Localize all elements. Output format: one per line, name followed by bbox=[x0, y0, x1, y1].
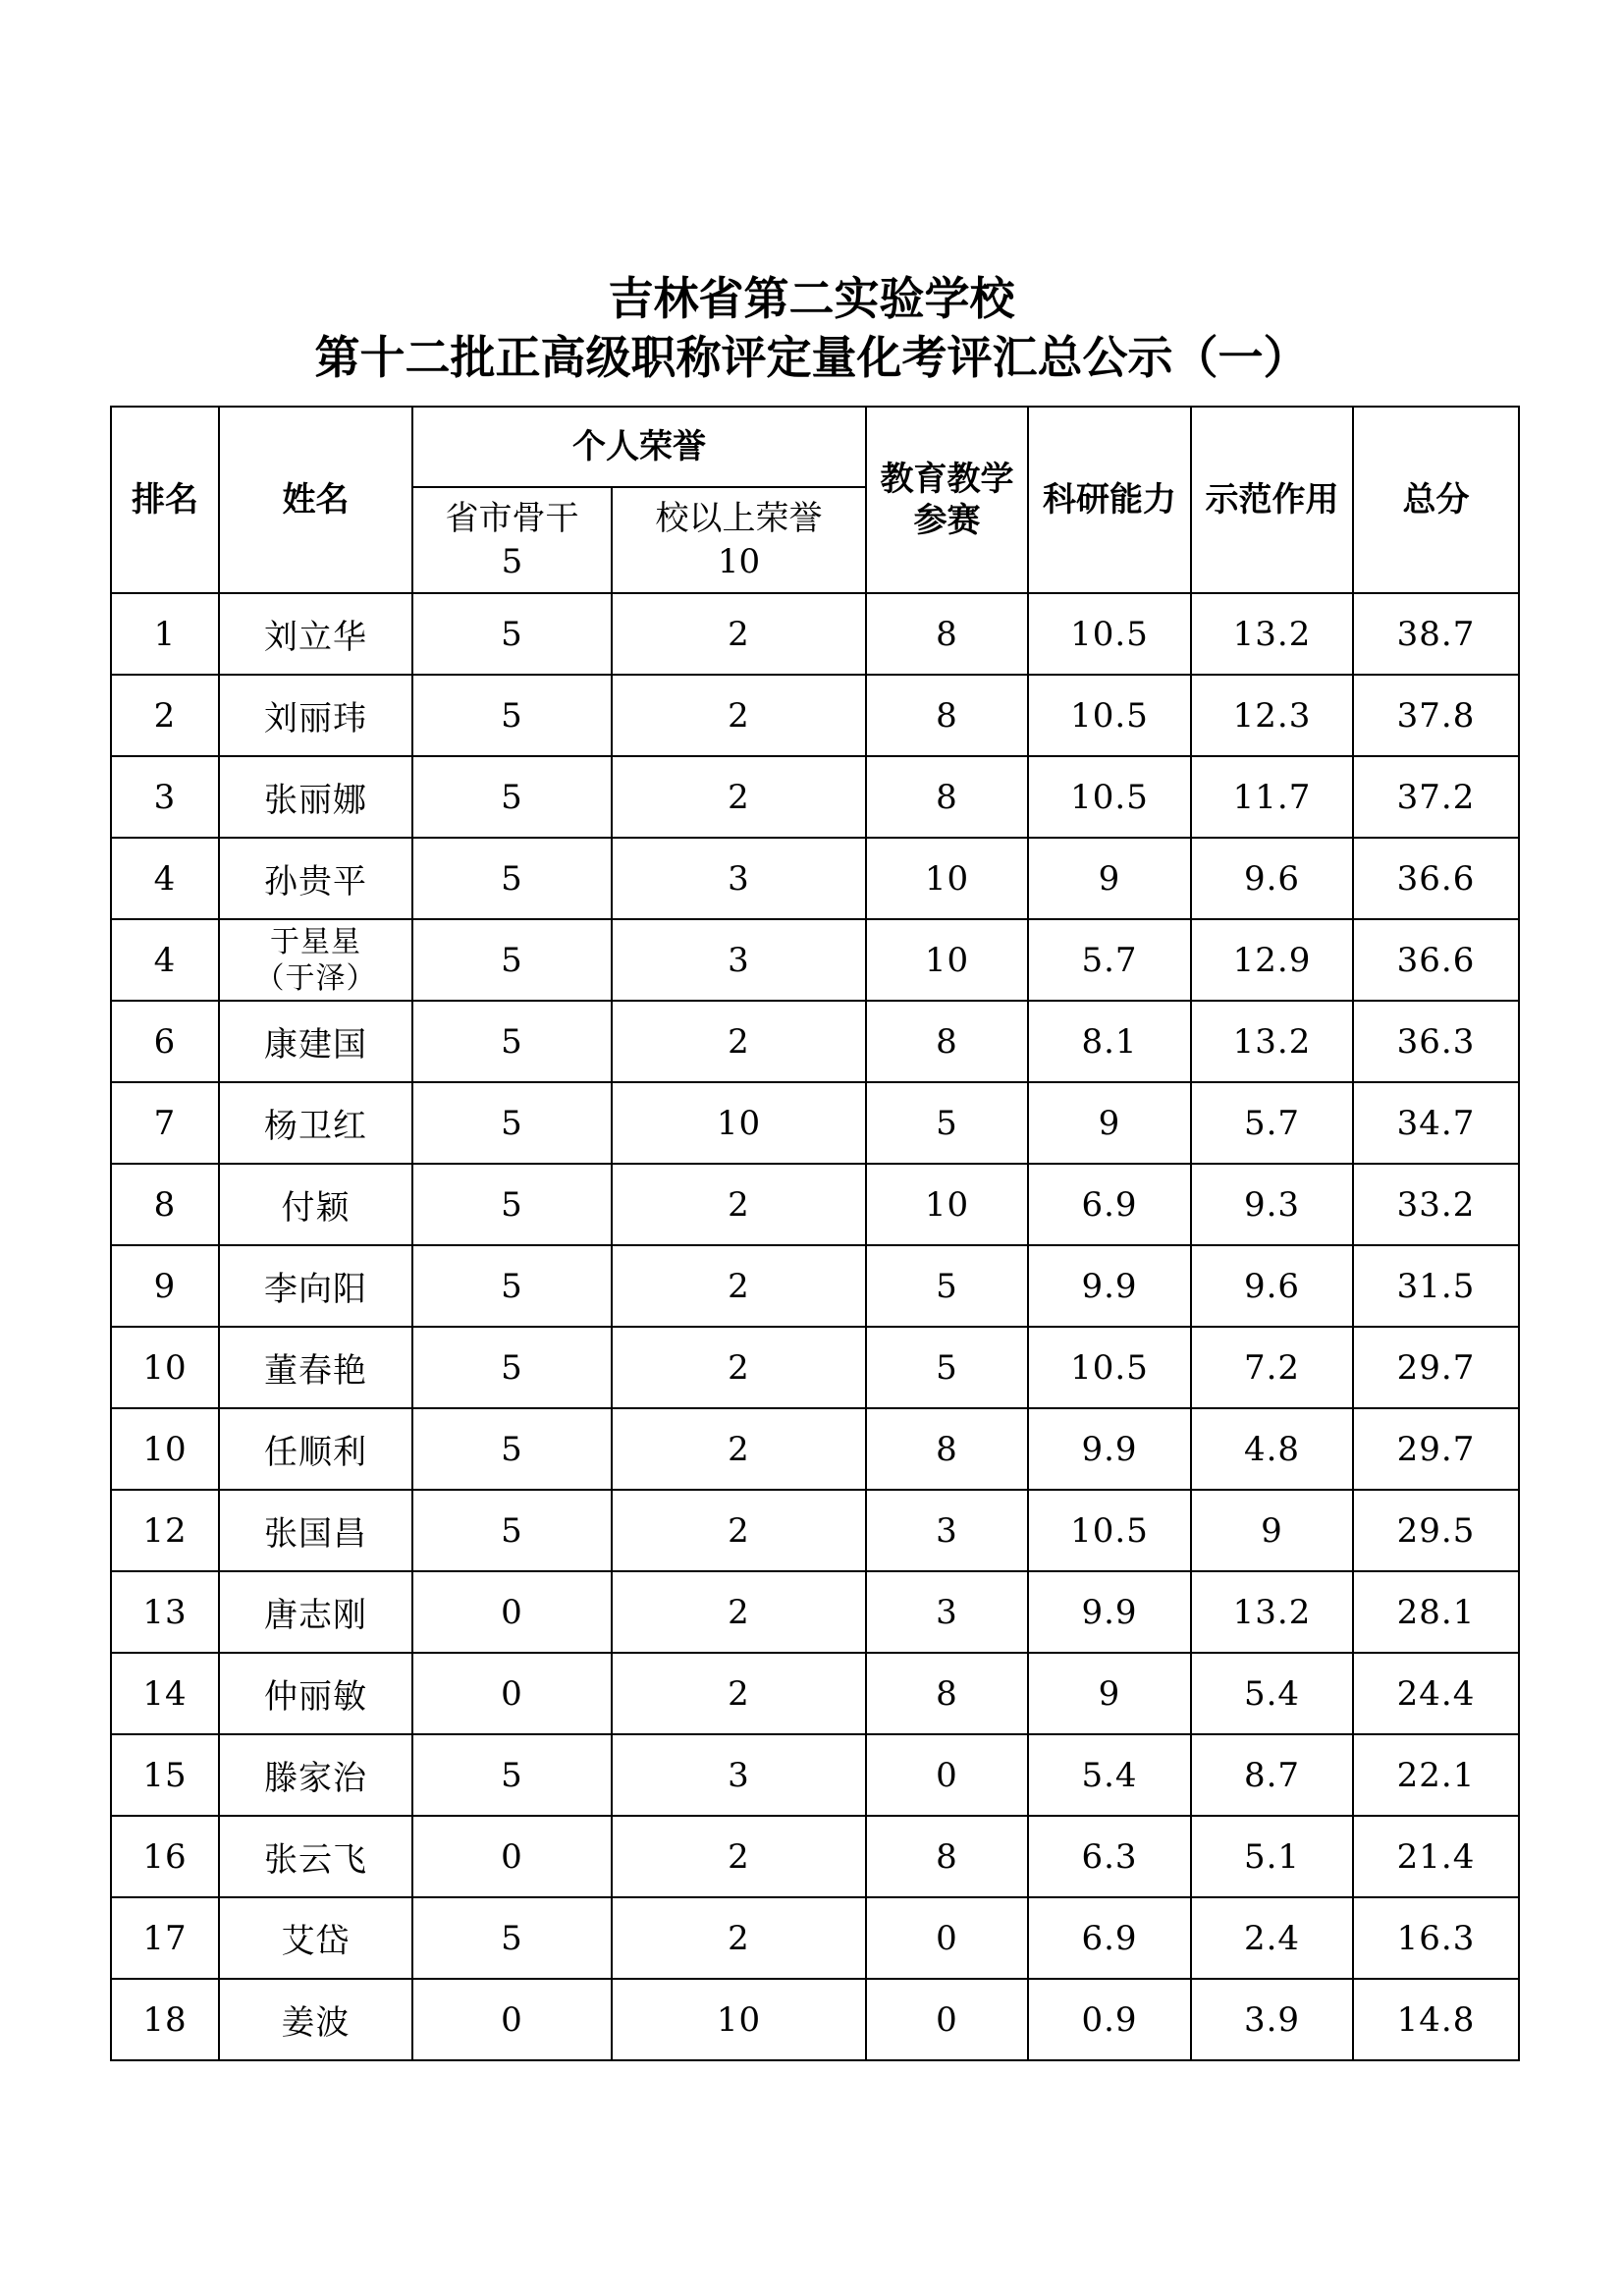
cell-total: 14.8 bbox=[1353, 1979, 1519, 2060]
table-row bbox=[111, 1897, 1519, 1979]
cell-name: 孙贵平 bbox=[219, 838, 412, 919]
cell-school-honor: 2 bbox=[612, 1164, 866, 1245]
cell-name: 刘丽玮 bbox=[219, 675, 412, 756]
cell-demonstration: 4.8 bbox=[1191, 1408, 1353, 1490]
cell-research: 10.5 bbox=[1028, 1490, 1191, 1571]
table-row bbox=[111, 1979, 1519, 2060]
cell-rank: 7 bbox=[111, 1082, 219, 1164]
cell-name: 康建国 bbox=[219, 1001, 412, 1082]
cell-total: 36.3 bbox=[1353, 1001, 1519, 1082]
cell-provincial-backbone: 5 bbox=[412, 1245, 612, 1327]
cell-demonstration: 12.9 bbox=[1191, 919, 1353, 1001]
cell-teaching-competition: 8 bbox=[866, 1408, 1028, 1490]
table-row bbox=[111, 593, 1519, 675]
cell-teaching-competition: 0 bbox=[866, 1979, 1028, 2060]
cell-teaching-competition: 5 bbox=[866, 1327, 1028, 1408]
table-row bbox=[111, 1164, 1519, 1245]
cell-total: 36.6 bbox=[1353, 838, 1519, 919]
cell-teaching-competition: 10 bbox=[866, 1164, 1028, 1245]
document-title: 吉林省第二实验学校 bbox=[608, 272, 1015, 325]
cell-rank: 9 bbox=[111, 1245, 219, 1327]
cell-demonstration: 8.7 bbox=[1191, 1734, 1353, 1816]
cell-research: 8.1 bbox=[1028, 1001, 1191, 1082]
table-row bbox=[111, 756, 1519, 838]
cell-rank: 14 bbox=[111, 1653, 219, 1734]
cell-school-honor: 2 bbox=[612, 1490, 866, 1571]
cell-provincial-backbone: 5 bbox=[412, 1164, 612, 1245]
cell-provincial-backbone: 5 bbox=[412, 756, 612, 838]
cell-teaching-competition: 3 bbox=[866, 1490, 1028, 1571]
cell-teaching-competition: 8 bbox=[866, 593, 1028, 675]
cell-research: 5.7 bbox=[1028, 919, 1191, 1001]
name-alias: （于泽） bbox=[254, 960, 377, 996]
cell-total: 37.8 bbox=[1353, 675, 1519, 756]
cell-name: 滕家治 bbox=[219, 1734, 412, 1816]
cell-total: 16.3 bbox=[1353, 1897, 1519, 1979]
cell-rank: 13 bbox=[111, 1571, 219, 1653]
header-research: 科研能力 bbox=[1028, 407, 1191, 593]
cell-research: 5.4 bbox=[1028, 1734, 1191, 1816]
table-body bbox=[111, 593, 1519, 2060]
cell-total: 22.1 bbox=[1353, 1734, 1519, 1816]
cell-total: 37.2 bbox=[1353, 756, 1519, 838]
cell-school-honor: 2 bbox=[612, 1571, 866, 1653]
cell-research: 10.5 bbox=[1028, 1327, 1191, 1408]
cell-total: 28.1 bbox=[1353, 1571, 1519, 1653]
cell-research: 9 bbox=[1028, 838, 1191, 919]
cell-research: 10.5 bbox=[1028, 756, 1191, 838]
cell-demonstration: 9 bbox=[1191, 1490, 1353, 1571]
table-row bbox=[111, 1408, 1519, 1490]
cell-teaching-competition: 0 bbox=[866, 1897, 1028, 1979]
cell-school-honor: 2 bbox=[612, 1245, 866, 1327]
cell-rank: 17 bbox=[111, 1897, 219, 1979]
cell-rank: 12 bbox=[111, 1490, 219, 1571]
cell-teaching-competition: 8 bbox=[866, 1653, 1028, 1734]
table-row bbox=[111, 1816, 1519, 1897]
cell-teaching-competition: 0 bbox=[866, 1734, 1028, 1816]
cell-rank: 8 bbox=[111, 1164, 219, 1245]
cell-demonstration: 9.6 bbox=[1191, 838, 1353, 919]
cell-teaching-competition: 8 bbox=[866, 756, 1028, 838]
cell-demonstration: 5.7 bbox=[1191, 1082, 1353, 1164]
cell-rank: 10 bbox=[111, 1408, 219, 1490]
cell-research: 0.9 bbox=[1028, 1979, 1191, 2060]
cell-name: 唐志刚 bbox=[219, 1571, 412, 1653]
table-row bbox=[111, 1245, 1519, 1327]
table-row bbox=[111, 1734, 1519, 1816]
cell-demonstration: 5.4 bbox=[1191, 1653, 1353, 1734]
cell-provincial-backbone: 5 bbox=[412, 919, 612, 1001]
table-row bbox=[111, 675, 1519, 756]
header-provincial-backbone-max: 5 bbox=[501, 542, 523, 581]
cell-name: 付颖 bbox=[219, 1164, 412, 1245]
cell-provincial-backbone: 0 bbox=[412, 1571, 612, 1653]
cell-total: 29.5 bbox=[1353, 1490, 1519, 1571]
cell-research: 9.9 bbox=[1028, 1408, 1191, 1490]
cell-research: 6.9 bbox=[1028, 1897, 1191, 1979]
cell-school-honor: 3 bbox=[612, 919, 866, 1001]
cell-demonstration: 3.9 bbox=[1191, 1979, 1353, 2060]
cell-total: 29.7 bbox=[1353, 1408, 1519, 1490]
cell-research: 9 bbox=[1028, 1653, 1191, 1734]
name-primary: 于星星 bbox=[270, 924, 361, 959]
cell-rank: 3 bbox=[111, 756, 219, 838]
cell-school-honor: 2 bbox=[612, 1408, 866, 1490]
cell-name: 任顺利 bbox=[219, 1408, 412, 1490]
cell-school-honor: 3 bbox=[612, 1734, 866, 1816]
cell-teaching-competition: 5 bbox=[866, 1082, 1028, 1164]
header-personal-honor: 个人荣誉 bbox=[412, 407, 866, 487]
cell-total: 38.7 bbox=[1353, 593, 1519, 675]
header-demonstration: 示范作用 bbox=[1191, 407, 1353, 593]
cell-school-honor: 2 bbox=[612, 593, 866, 675]
cell-provincial-backbone: 0 bbox=[412, 1653, 612, 1734]
cell-provincial-backbone: 0 bbox=[412, 1816, 612, 1897]
table-row bbox=[111, 838, 1519, 919]
cell-rank: 1 bbox=[111, 593, 219, 675]
header-school-honor-label: 校以上荣誉 bbox=[655, 499, 823, 538]
cell-school-honor: 2 bbox=[612, 675, 866, 756]
table-row bbox=[111, 1653, 1519, 1734]
cell-provincial-backbone: 5 bbox=[412, 1490, 612, 1571]
cell-school-honor: 2 bbox=[612, 1327, 866, 1408]
cell-provincial-backbone: 5 bbox=[412, 675, 612, 756]
cell-name: 张丽娜 bbox=[219, 756, 412, 838]
cell-rank: 10 bbox=[111, 1327, 219, 1408]
cell-research: 6.9 bbox=[1028, 1164, 1191, 1245]
header-school-honor bbox=[612, 487, 866, 593]
cell-total: 34.7 bbox=[1353, 1082, 1519, 1164]
table-row bbox=[111, 1001, 1519, 1082]
cell-school-honor: 2 bbox=[612, 1816, 866, 1897]
cell-school-honor: 10 bbox=[612, 1082, 866, 1164]
cell-teaching-competition: 8 bbox=[866, 1001, 1028, 1082]
cell-provincial-backbone: 5 bbox=[412, 838, 612, 919]
table-row bbox=[111, 1327, 1519, 1408]
score-table bbox=[110, 406, 1520, 2061]
cell-name: 杨卫红 bbox=[219, 1082, 412, 1164]
document-subtitle: 第十二批正高级职称评定量化考评汇总公示（一） bbox=[314, 331, 1309, 384]
header-provincial-backbone-label: 省市骨干 bbox=[445, 499, 579, 538]
cell-provincial-backbone: 5 bbox=[412, 1082, 612, 1164]
cell-provincial-backbone: 5 bbox=[412, 1327, 612, 1408]
cell-name: 姜波 bbox=[219, 1979, 412, 2060]
header-school-honor-max: 10 bbox=[717, 542, 761, 581]
cell-rank: 4 bbox=[111, 838, 219, 919]
cell-demonstration: 5.1 bbox=[1191, 1816, 1353, 1897]
cell-research: 6.3 bbox=[1028, 1816, 1191, 1897]
cell-provincial-backbone: 5 bbox=[412, 593, 612, 675]
cell-total: 36.6 bbox=[1353, 919, 1519, 1001]
cell-name: 张云飞 bbox=[219, 1816, 412, 1897]
header-total: 总分 bbox=[1353, 407, 1519, 593]
cell-total: 29.7 bbox=[1353, 1327, 1519, 1408]
cell-research: 9.9 bbox=[1028, 1571, 1191, 1653]
cell-provincial-backbone: 5 bbox=[412, 1408, 612, 1490]
cell-name: 张国昌 bbox=[219, 1490, 412, 1571]
cell-name: 李向阳 bbox=[219, 1245, 412, 1327]
cell-provincial-backbone: 5 bbox=[412, 1897, 612, 1979]
cell-total: 24.4 bbox=[1353, 1653, 1519, 1734]
table-row bbox=[111, 1571, 1519, 1653]
cell-demonstration: 12.3 bbox=[1191, 675, 1353, 756]
cell-demonstration: 7.2 bbox=[1191, 1327, 1353, 1408]
cell-demonstration: 13.2 bbox=[1191, 1001, 1353, 1082]
header-rank: 排名 bbox=[111, 407, 219, 593]
cell-demonstration: 13.2 bbox=[1191, 593, 1353, 675]
cell-provincial-backbone: 5 bbox=[412, 1001, 612, 1082]
cell-school-honor: 2 bbox=[612, 1653, 866, 1734]
cell-rank: 2 bbox=[111, 675, 219, 756]
cell-demonstration: 13.2 bbox=[1191, 1571, 1353, 1653]
header-teaching-competition: 教育教学参赛 bbox=[866, 407, 1028, 593]
cell-name: 仲丽敏 bbox=[219, 1653, 412, 1734]
cell-research: 9.9 bbox=[1028, 1245, 1191, 1327]
cell-school-honor: 2 bbox=[612, 1897, 866, 1979]
cell-name: 艾岱 bbox=[219, 1897, 412, 1979]
cell-school-honor: 2 bbox=[612, 1001, 866, 1082]
cell-rank: 18 bbox=[111, 1979, 219, 2060]
cell-total: 33.2 bbox=[1353, 1164, 1519, 1245]
cell-provincial-backbone: 0 bbox=[412, 1979, 612, 2060]
cell-teaching-competition: 8 bbox=[866, 675, 1028, 756]
cell-teaching-competition: 5 bbox=[866, 1245, 1028, 1327]
cell-research: 10.5 bbox=[1028, 675, 1191, 756]
cell-total: 31.5 bbox=[1353, 1245, 1519, 1327]
cell-demonstration: 9.3 bbox=[1191, 1164, 1353, 1245]
cell-name: 刘立华 bbox=[219, 593, 412, 675]
cell-rank: 4 bbox=[111, 919, 219, 1001]
cell-school-honor: 3 bbox=[612, 838, 866, 919]
cell-school-honor: 10 bbox=[612, 1979, 866, 2060]
cell-rank: 15 bbox=[111, 1734, 219, 1816]
cell-school-honor: 2 bbox=[612, 756, 866, 838]
cell-rank: 6 bbox=[111, 1001, 219, 1082]
cell-teaching-competition: 10 bbox=[866, 919, 1028, 1001]
cell-name: 董春艳 bbox=[219, 1327, 412, 1408]
table-row bbox=[111, 1082, 1519, 1164]
cell-teaching-competition: 10 bbox=[866, 838, 1028, 919]
cell-provincial-backbone: 5 bbox=[412, 1734, 612, 1816]
table-row bbox=[111, 919, 1519, 1001]
table-row bbox=[111, 1490, 1519, 1571]
cell-research: 10.5 bbox=[1028, 593, 1191, 675]
cell-rank: 16 bbox=[111, 1816, 219, 1897]
cell-teaching-competition: 3 bbox=[866, 1571, 1028, 1653]
cell-demonstration: 11.7 bbox=[1191, 756, 1353, 838]
cell-name bbox=[219, 919, 412, 1001]
cell-demonstration: 2.4 bbox=[1191, 1897, 1353, 1979]
header-provincial-backbone bbox=[412, 487, 612, 593]
cell-demonstration: 9.6 bbox=[1191, 1245, 1353, 1327]
cell-research: 9 bbox=[1028, 1082, 1191, 1164]
header-name: 姓名 bbox=[219, 407, 412, 593]
cell-teaching-competition: 8 bbox=[866, 1816, 1028, 1897]
cell-total: 21.4 bbox=[1353, 1816, 1519, 1897]
